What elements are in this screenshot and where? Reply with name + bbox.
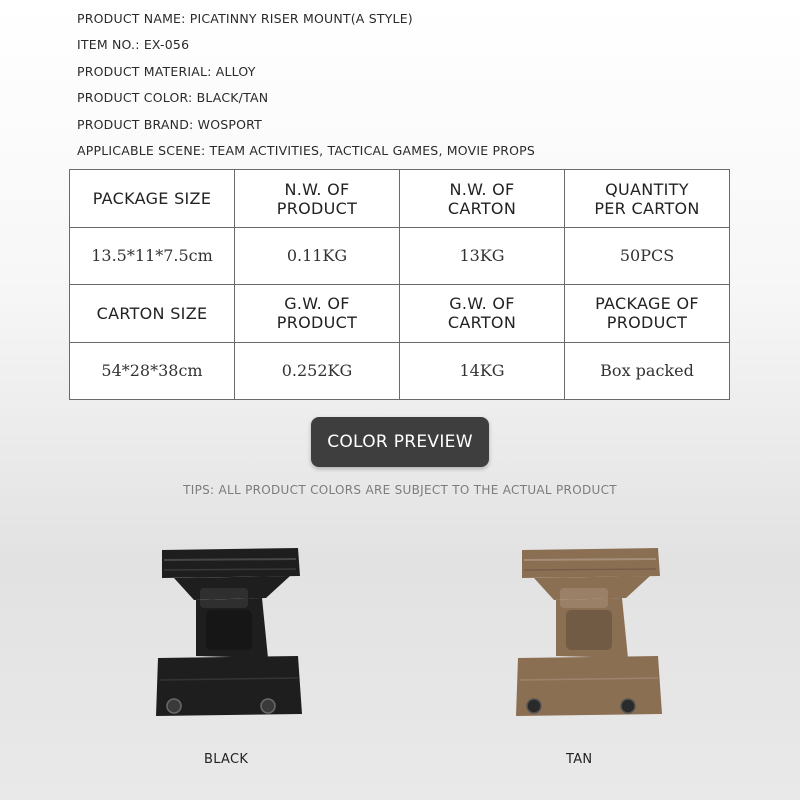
table-row [70,342,730,399]
table-cell: 13.5*11*7.5cm [70,228,235,285]
table-header-cell: G.W. OF CARTON [400,284,565,342]
table-cell: Box packed [565,342,730,399]
table-cell: 14KG [400,342,565,399]
riser-mount-tan-icon [516,548,662,716]
table-header-cell: G.W. OF PRODUCT [235,284,400,342]
table-header-cell: QUANTITY PER CARTON [565,170,730,228]
color-preview-button[interactable]: COLOR PREVIEW [311,417,489,467]
product-color: PRODUCT COLOR: BLACK/TAN [77,90,269,106]
table-row [70,228,730,285]
table-row [70,284,730,342]
product-image-tan [500,540,680,730]
table-header-cell: PACKAGE SIZE [70,170,235,228]
variant-label-tan: TAN [566,752,593,767]
variant-label-black: BLACK [204,752,249,767]
product-brand: PRODUCT BRAND: WOSPORT [77,116,262,132]
table-cell: 54*28*38cm [70,342,235,399]
item-number: ITEM NO.: EX-056 [77,37,190,53]
product-info-list [77,6,535,164]
table-header-cell: N.W. OF PRODUCT [235,170,400,228]
table-cell: 50PCS [565,228,730,285]
spec-table [69,169,730,400]
table-row [70,170,730,228]
color-tips: TIPS: ALL PRODUCT COLORS ARE SUBJECT TO THE ACTUAL PRODUCT [183,483,617,497]
riser-mount-black-icon [156,548,302,716]
table-cell: 0.11KG [235,228,400,285]
product-material: PRODUCT MATERIAL: ALLOY [77,63,256,79]
table-cell: 0.252KG [235,342,400,399]
applicable-scene: APPLICABLE SCENE: TEAM ACTIVITIES, TACTICAL GAMES, MOVIE PROPS [77,142,536,158]
product-image-black [140,540,320,730]
table-header-cell: N.W. OF CARTON [400,170,565,228]
mount-rail [162,548,300,578]
product-name: PRODUCT NAME: PICATINNY RISER MOUNT(A STYLE) [77,11,413,26]
table-header-cell: CARTON SIZE [70,284,235,342]
table-cell: 13KG [400,228,565,285]
table-header-cell: PACKAGE OF PRODUCT [565,284,730,342]
